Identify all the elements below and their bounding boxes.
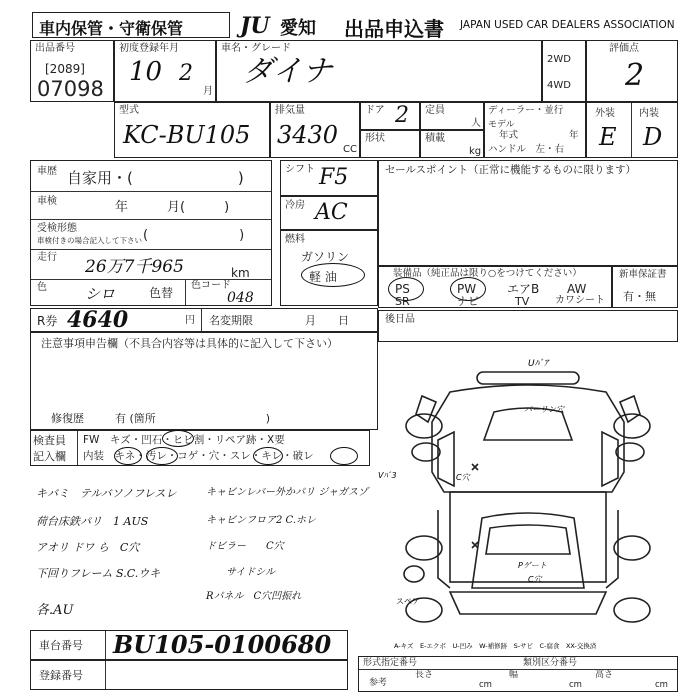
equip-ps: PS [395, 282, 410, 296]
rear-window [486, 525, 570, 554]
door-left [438, 432, 454, 486]
displacement-label: 排気量 [275, 105, 305, 116]
diagram-note: Uﾊﾞｱ [528, 359, 549, 369]
wheel-rr [614, 536, 650, 560]
misc-note: 各.AU [36, 603, 74, 618]
first-reg-cell [114, 40, 216, 102]
month-unit: 月 [203, 86, 213, 97]
mirror-right [620, 396, 640, 422]
note-line: 下回りフレーム S.C.ウキ [36, 567, 161, 580]
fuel-value: ガソリン [301, 250, 350, 264]
cm-unit: cm [569, 680, 582, 690]
handle-label: ハンドル 左・右 [488, 144, 565, 155]
note-line: キャビンレバー外かパリ ジャガスゾ [206, 487, 369, 498]
circle-yabure [330, 447, 358, 465]
inspector-row [30, 430, 370, 466]
name-change-label: 名変期限 [209, 314, 253, 327]
note-line: サイドシル [226, 567, 276, 578]
year-label: 年式 [499, 130, 519, 141]
lot-sub: [2089] [45, 62, 85, 76]
reg-year: 10 [129, 57, 163, 87]
spare-label: スペア [396, 597, 420, 606]
diagram-note: C穴 [456, 473, 470, 482]
car-name: ダイナ [243, 54, 333, 89]
model-value: KC-BU105 [123, 121, 251, 149]
receive-value: ( ) [143, 228, 245, 243]
rating-value: 2 [625, 58, 645, 93]
note-line: キャビンフロア2 C.ホレ [206, 515, 317, 526]
displacement-value: 3430 [277, 121, 339, 149]
displacement-cell [270, 102, 360, 158]
note-line: Rパネル C穴凹振れ [206, 591, 302, 602]
mileage-label: 走行 [37, 252, 57, 263]
cc-unit: CC [343, 144, 357, 155]
diagram-note: Pゲート [518, 561, 547, 570]
after-block [378, 310, 678, 342]
model-year-label: モデル [488, 120, 515, 130]
equip-aw: AW [567, 282, 587, 296]
ext-label: 外装 [595, 108, 615, 119]
color-swap-label: 色替 [149, 286, 174, 300]
sales-point-block [378, 160, 678, 266]
equip-kawa: カワシート [555, 295, 605, 306]
dealer-cell [484, 102, 586, 158]
ext-int-cell [586, 102, 678, 158]
equip-airbag: エアB [507, 282, 540, 296]
after-label: 後日品 [385, 314, 415, 325]
notes-label: 注意事項申告欄（不具合内容等は具体的に記入して下さい） [41, 337, 338, 350]
wheel-fl [406, 414, 442, 438]
spare-tire [404, 566, 424, 582]
cm-unit: cm [655, 680, 668, 690]
bed-left-side [438, 510, 450, 588]
history-label: 車歴 [37, 166, 57, 177]
shift-label: シフト [285, 164, 315, 175]
fw-line: FW キズ・凹石・ヒビ割・リペア跡・X要 [83, 434, 285, 446]
circle-yogore [146, 447, 178, 465]
name-label: 車名・グレード [221, 43, 291, 54]
length-label: 長さ [415, 670, 434, 680]
note-line: ドビラー C穴 [206, 541, 284, 552]
color-code-label: 色コード [191, 280, 231, 291]
fuel-circle [301, 263, 365, 287]
notes-block [30, 332, 378, 430]
ju-logo [240, 13, 276, 39]
cm-unit: cm [479, 680, 492, 690]
model-cell [114, 102, 270, 158]
lot-number: 07098 [37, 77, 104, 101]
diagram-note: C穴 [528, 575, 542, 584]
damage-legend: A-キズ E-エクボ U-凹み W-補修跡 S-サビ C-腐食 XX-交換済 [394, 642, 597, 650]
shape-label: 形状 [365, 133, 385, 144]
equip-sr: SR [395, 295, 410, 308]
model-label: 型式 [119, 105, 139, 116]
rating-label: 評価点 [609, 43, 639, 54]
chassis-row [30, 630, 348, 660]
front-bumper [477, 372, 579, 384]
mirror-left [416, 396, 436, 422]
wheel-mr [616, 443, 644, 461]
equip-navi: ナビ [457, 295, 479, 308]
warranty-cell [612, 266, 678, 308]
note-line: キバミ テルバソノフレスレ [36, 487, 177, 500]
reg-row [30, 660, 348, 690]
capacity-cell [420, 102, 484, 130]
note-line: アオリ ドワ ら C穴 [36, 541, 140, 554]
equip-label: 装備品（純正品は限り○をつけてください） [393, 268, 582, 279]
ps-circle [388, 277, 424, 301]
spec-label: 形式指定番号 [363, 658, 418, 668]
door-right [602, 432, 618, 486]
logo-text: 愛知 [280, 18, 316, 39]
diagram-note: Vﾊﾞ3 [378, 471, 397, 480]
drive-cell [542, 40, 586, 102]
doors-cell [360, 102, 420, 130]
color-code-value: 048 [227, 290, 254, 306]
int-label: 内装 [639, 108, 659, 119]
person-unit: 人 [471, 118, 481, 129]
load-label: 積載 [425, 133, 445, 144]
ac-value: AC [315, 200, 348, 225]
rear-bumper [450, 592, 606, 614]
bed-right-side [606, 510, 618, 588]
mileage-value: 26万7千965 [85, 257, 184, 277]
capacity-label: 定員 [425, 105, 445, 116]
shape-cell [360, 130, 420, 158]
inspector-label: 検査員 [33, 434, 66, 447]
lot-label: 出品番号 [35, 43, 75, 54]
shift-cell [280, 160, 378, 196]
spec-row [358, 656, 678, 692]
color-value: シロ [85, 285, 116, 303]
diagram-note: パーリン穴 [524, 405, 564, 414]
chassis-value: BU105-0100680 [113, 630, 332, 659]
form-title: 出品申込書 [344, 17, 444, 41]
first-reg-label: 初度登録年月 [119, 43, 179, 54]
drive-2wd: 2WD [547, 54, 571, 65]
reg-label: 登録番号 [39, 669, 83, 682]
entry-label: 記入欄 [33, 450, 66, 463]
repair-value: 有 (箇所 ) [115, 412, 271, 425]
receive-note: 車検付きの場合記入して下さい [37, 236, 142, 245]
chassis-label: 車台番号 [39, 639, 83, 652]
equip-tv: TV [515, 295, 530, 308]
notes-list [36, 480, 376, 610]
fuel-value-2: 軽 油 [309, 270, 337, 284]
r-ticket-row [30, 308, 378, 332]
pw-circle [450, 277, 486, 301]
interior-line: 内装 キネ・汚レ・コゲ・穴・スレ・キレ・破レ [83, 450, 314, 462]
wheel-rl [406, 536, 442, 560]
rating-cell [586, 40, 678, 102]
storage-box [32, 12, 230, 38]
doors-label: ドア [365, 105, 385, 116]
wheel-ml [412, 443, 440, 461]
circle-kine [114, 447, 142, 465]
history-value: 自家用・( ) [67, 169, 244, 187]
dealer-label: ディーラー・並行 [488, 105, 564, 116]
warranty-label: 新車保証書 [619, 269, 667, 280]
r-label: R券 [37, 314, 58, 328]
circle-sure [253, 447, 283, 465]
name-cell [216, 40, 542, 102]
vehicle-info-block [30, 160, 272, 306]
drive-4wd: 4WD [547, 80, 571, 91]
wheel-fr [614, 414, 650, 438]
english-title: JAPAN USED CAR DEALERS ASSOCIATION [460, 19, 675, 31]
ref-label: 参考 [369, 678, 388, 688]
ac-cell [280, 196, 378, 230]
equip-pw: PW [457, 282, 477, 296]
reg-month: 2 [179, 61, 193, 86]
height-label: 高さ [595, 670, 614, 680]
fuel-cell [280, 230, 378, 306]
width-label: 幅 [509, 670, 519, 680]
category-label: 類別区分番号 [523, 658, 578, 668]
sales-label: セールスポイント（正常に機能するものに限ります） [385, 164, 637, 176]
r-value: 4640 [67, 307, 129, 333]
name-change-value: 月 日 [305, 314, 349, 327]
doors-value: 2 [395, 103, 409, 128]
yen-unit: 円 [185, 315, 195, 326]
int-grade: D [643, 123, 663, 151]
storage-label: 車内保管・守衛保管 [39, 19, 184, 38]
year-unit: 年 [569, 130, 579, 141]
logo-mark: JU [240, 13, 270, 39]
ext-grade: E [599, 123, 617, 151]
lot-cell [30, 40, 114, 102]
circle-fw-stone [162, 430, 194, 447]
inspection-value: 年 月( ) [115, 200, 230, 215]
fuel-label: 燃料 [285, 234, 305, 245]
receive-label: 受検形態 [37, 223, 77, 234]
warranty-value: 有・無 [623, 290, 656, 303]
km-unit: km [231, 266, 250, 280]
shift-value: F5 [319, 165, 349, 190]
color-label: 色 [37, 282, 47, 293]
ac-label: 冷房 [285, 200, 305, 211]
vehicle-diagram [378, 342, 678, 654]
note-line: 荷台床鉄パリ 1 AUS [36, 515, 149, 528]
wheel-br [614, 598, 650, 622]
kg-unit: kg [469, 146, 482, 157]
repair-label: 修復歴 [51, 412, 84, 425]
load-cell [420, 130, 484, 158]
inspection-label: 車検 [37, 196, 57, 207]
